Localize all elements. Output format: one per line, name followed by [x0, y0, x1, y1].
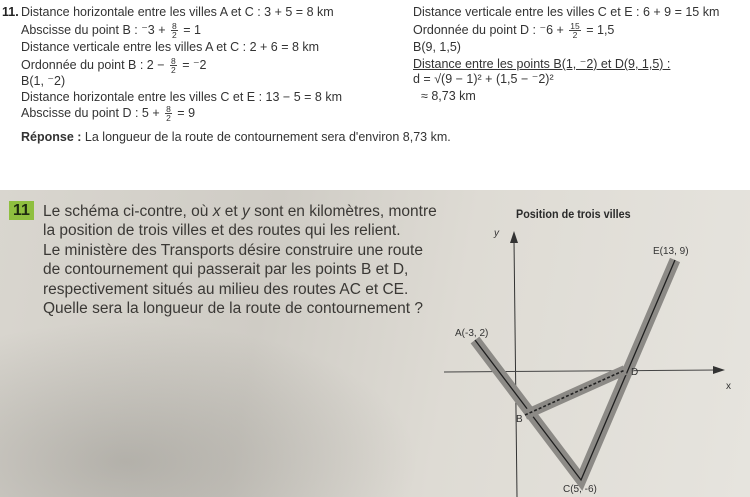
solution-line — [21, 57, 207, 74]
solution-number: 11. — [2, 5, 19, 19]
road-ace — [475, 260, 675, 480]
solution-line: Distance entre les points B(1, ⁻2) et D(9, 1,5) : — [413, 57, 671, 71]
solution-line — [21, 105, 195, 122]
solution-line: B(9, 1,5) — [413, 40, 461, 54]
text: Abscisse du point D : 5 + — [21, 105, 164, 120]
y-axis — [514, 240, 517, 497]
city-position-chart — [0, 190, 750, 497]
problem-line: respectivement situés au milieu des routes AC et CE. — [43, 281, 409, 298]
y-axis-label: y — [494, 228, 499, 239]
problem-line: Le schéma ci-contre, où x et y sont en kilomètres, montre — [43, 203, 437, 220]
answer-line — [21, 130, 451, 145]
point-c-label: C(5, -6) — [563, 484, 597, 495]
point-b-label: B — [516, 414, 523, 425]
text: Ordonnée du point D : ⁻6 + — [413, 22, 568, 37]
point-a-label: A(-3, 2) — [455, 328, 489, 339]
solution-line: Distance horizontale entre les villes A et C : 3 + 5 = 8 km — [21, 5, 334, 19]
solution-line: ≈ 8,73 km — [421, 89, 476, 103]
solution-line — [413, 22, 614, 39]
answer-text: La longueur de la route de contournement sera d'environ 8,73 km. — [81, 130, 451, 144]
problem-line: la position de trois villes et des routes qui les relient. — [43, 222, 401, 239]
text: Ordonnée du point B : 2 − — [21, 57, 168, 72]
answer-label: Réponse : — [21, 130, 82, 144]
solution-section — [0, 0, 750, 178]
solution-line: Distance verticale entre les villes A et C : 2 + 6 = 8 km — [21, 40, 320, 54]
text: = 1 — [179, 22, 201, 37]
x-axis-label: x — [726, 381, 731, 392]
solution-line: B(1, ⁻2) — [21, 74, 66, 88]
solution-line: Distance horizontale entre les villes C et E : 13 − 5 = 8 km — [21, 90, 342, 104]
problem-line: Le ministère des Transports désire construire une route — [43, 242, 423, 259]
point-d-label: D — [631, 367, 639, 378]
fraction: $\frac{8}{2}$ — [170, 56, 176, 75]
point-e-label: E(13, 9) — [653, 246, 689, 257]
text: = 9 — [173, 105, 196, 120]
problem-section — [0, 190, 750, 497]
road-ace-center — [475, 260, 675, 480]
problem-number-badge: 11 — [9, 201, 34, 220]
text: Abscisse du point B : ⁻3 + — [21, 22, 169, 37]
problem-line: Quelle sera la longueur de la route de contournement ? — [43, 300, 423, 317]
x-axis-arrow-icon — [713, 366, 725, 374]
problem-line: de contournement qui passerait par les points B et D, — [43, 261, 409, 278]
distance-formula: d = √(9 − 1)² + (1,5 − ⁻2)² — [413, 72, 554, 86]
y-axis-arrow-icon — [510, 231, 518, 243]
fraction: $\frac{8}{2}$ — [172, 21, 177, 40]
text: = ⁻2 — [178, 57, 207, 72]
fraction: $\frac{15}{2}$ — [570, 21, 580, 40]
text: = 1,5 — [582, 22, 615, 37]
solution-line: Distance verticale entre les villes C et E : 6 + 9 = 15 km — [413, 5, 720, 19]
fraction: $\frac{8}{2}$ — [166, 104, 171, 123]
x-axis — [444, 370, 718, 372]
chart-title: Position de trois villes — [516, 207, 631, 221]
solution-line — [21, 22, 201, 39]
